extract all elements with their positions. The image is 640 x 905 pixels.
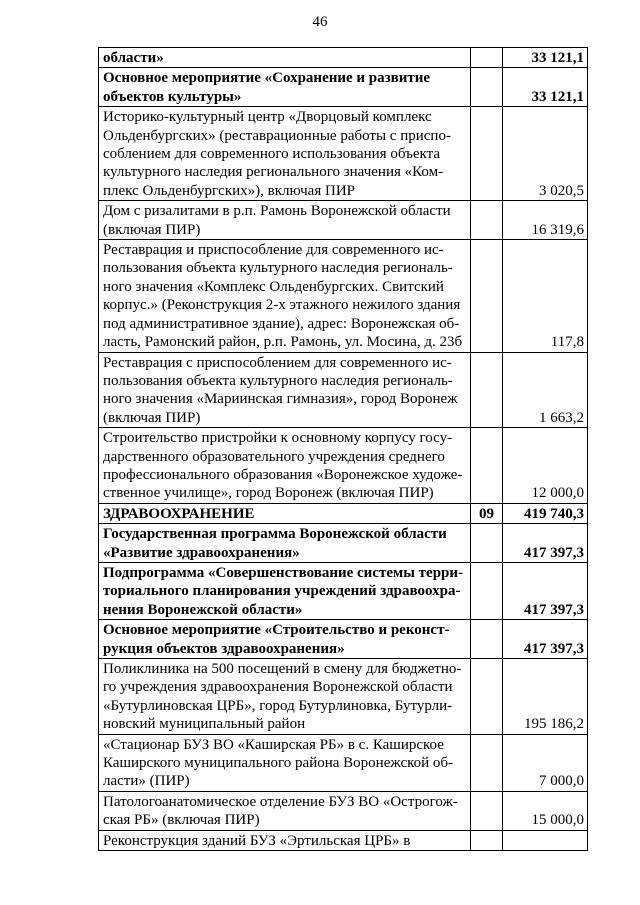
item-name-cell: Государственная программа Воронежской области «Развитие здравоохранения» [99, 524, 471, 563]
amount-cell: 417 397,3 [503, 620, 588, 659]
table-row [99, 791, 588, 830]
section-code-cell [471, 734, 503, 791]
table-row [99, 48, 588, 68]
section-code-cell [471, 352, 503, 428]
amount-cell: 16 319,6 [503, 201, 588, 240]
amount-cell: 15 000,0 [503, 791, 588, 830]
amount-cell: 419 740,3 [503, 503, 588, 523]
amount-cell: 12 000,0 [503, 428, 588, 504]
section-code-cell [471, 107, 503, 201]
table-row [99, 352, 588, 428]
section-code-cell [471, 620, 503, 659]
table-row [99, 734, 588, 791]
section-code-cell [471, 48, 503, 68]
item-name-cell: Реставрация и приспособление для современного ис- пользования объекта культурного наследия региональ- ного значения «Комплекс Ольденбургских. Свитский корпус.» (Реконструкция 2-х этажного нежилого здания под административное здание), адрес: Воронежская об- ласть, Рамонский район, р.п. Рамонь, ул. Мосина, д. 23б [99, 240, 471, 352]
section-code-cell [471, 428, 503, 504]
table-row [99, 524, 588, 563]
section-code-cell [471, 791, 503, 830]
amount-cell: 117,8 [503, 240, 588, 352]
table-row [99, 201, 588, 240]
table-row [99, 240, 588, 352]
page-number: 46 [312, 14, 328, 30]
amount-cell: 3 020,5 [503, 107, 588, 201]
amount-cell: 417 397,3 [503, 524, 588, 563]
amount-cell: 33 121,1 [503, 68, 588, 107]
item-name-cell: Подпрограмма «Совершенствование системы терри- ториального планирования учреждений здравоохра- нения Воронежской области» [99, 562, 471, 619]
item-name-cell: Основное мероприятие «Строительство и реконст- рукция объектов здравоохранения» [99, 620, 471, 659]
table-row [99, 830, 588, 850]
section-code-cell [471, 830, 503, 850]
section-code-cell: 09 [471, 503, 503, 523]
item-name-cell: Реконструкция зданий БУЗ «Эртильская ЦРБ» в [99, 830, 471, 850]
amount-cell [503, 830, 588, 850]
table-row [99, 503, 588, 523]
table-row [99, 68, 588, 107]
section-code-cell [471, 562, 503, 619]
amount-cell: 1 663,2 [503, 352, 588, 428]
budget-table [98, 47, 588, 851]
amount-cell: 195 186,2 [503, 659, 588, 735]
amount-cell: 33 121,1 [503, 48, 588, 68]
item-name-cell: Строительство пристройки к основному корпусу госу- дарственного образовательного учреждения среднего профессионального образования «Воронежское художе- ственное училище», город Воронеж (включая ПИР) [99, 428, 471, 504]
section-code-cell [471, 524, 503, 563]
item-name-cell: области» [99, 48, 471, 68]
item-name-cell: Основное мероприятие «Сохранение и развитие объектов культуры» [99, 68, 471, 107]
section-code-cell [471, 68, 503, 107]
table-row [99, 659, 588, 735]
table-row [99, 620, 588, 659]
table-row [99, 107, 588, 201]
item-name-cell: Поликлиника на 500 посещений в смену для бюджетно- го учреждения здравоохранения Воронежской области «Бутурлиновская ЦРБ», город Бутурлиновка, Бутурли- новский муниципальный район [99, 659, 471, 735]
section-code-cell [471, 240, 503, 352]
section-code-cell [471, 659, 503, 735]
amount-cell: 7 000,0 [503, 734, 588, 791]
item-name-cell: Историко-культурный центр «Дворцовый комплекс Ольденбургских» (реставрационные работы с приспо- соблением для современного использования объекта культурного наследия регионального значения «Ком- плекс Ольденбургских»), включая ПИР [99, 107, 471, 201]
item-name-cell: «Стационар БУЗ ВО «Каширская РБ» в с. Каширское Каширского муниципального района Воронежской об- ласти» (ПИР) [99, 734, 471, 791]
item-name-cell: Дом с ризалитами в р.п. Рамонь Воронежской области (включая ПИР) [99, 201, 471, 240]
amount-cell: 417 397,3 [503, 562, 588, 619]
budget-table-body [99, 48, 588, 851]
item-name-cell: Реставрация с приспособлением для современного ис- пользования объекта культурного наследия региональ- ного значения «Мариинская гимназия», город Воронеж (включая ПИР) [99, 352, 471, 428]
item-name-cell: Патологоанатомическое отделение БУЗ ВО «Острогож- ская РБ» (включая ПИР) [99, 791, 471, 830]
item-name-cell: ЗДРАВООХРАНЕНИЕ [99, 503, 471, 523]
table-row [99, 562, 588, 619]
table-row [99, 428, 588, 504]
section-code-cell [471, 201, 503, 240]
